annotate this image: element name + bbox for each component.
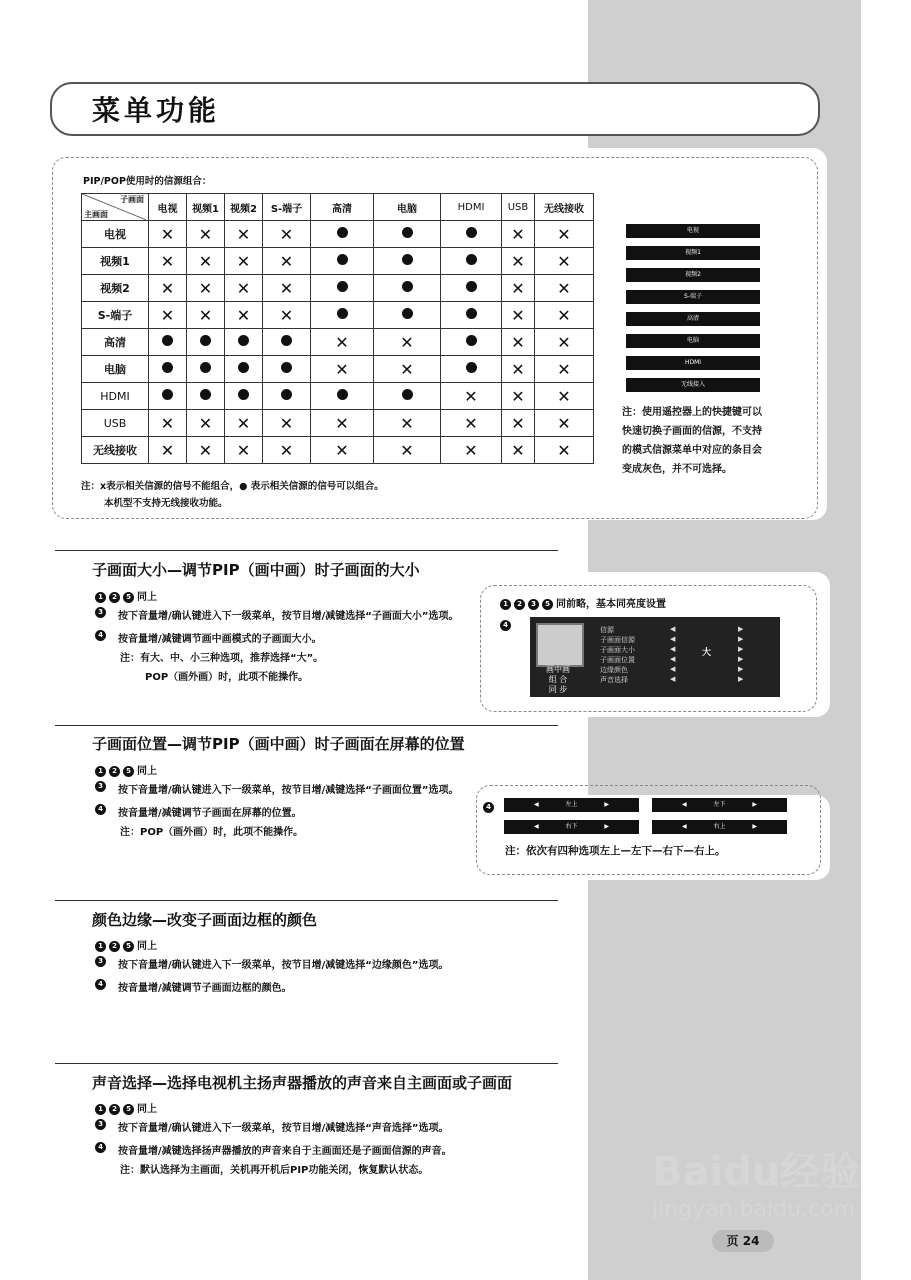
pip-combination-table xyxy=(81,193,594,464)
dot-icon xyxy=(225,356,263,383)
menu-row-label: 信源 xyxy=(600,626,614,634)
cross-icon: ✕ xyxy=(187,437,225,464)
step-1-icon: 1 xyxy=(95,592,106,603)
table-row xyxy=(82,329,594,356)
dot-icon xyxy=(225,329,263,356)
cross-icon: ✕ xyxy=(535,302,594,329)
cross-icon: ✕ xyxy=(502,356,535,383)
source-button[interactable]: 电脑 xyxy=(626,334,760,348)
table-note-2: 本机型不支持无线接收功能。 xyxy=(104,498,228,509)
cross-icon: ✕ xyxy=(535,248,594,275)
cross-icon: ✕ xyxy=(502,248,535,275)
menu-row-label: 子画面大小 xyxy=(600,646,635,654)
dot-icon xyxy=(441,329,502,356)
cross-icon: ✕ xyxy=(225,437,263,464)
dot-icon xyxy=(225,383,263,410)
cross-icon: ✕ xyxy=(149,275,187,302)
dot-icon xyxy=(149,383,187,410)
cross-icon: ✕ xyxy=(535,383,594,410)
arrow-right-icon: ▶ xyxy=(752,823,757,830)
dot-icon xyxy=(441,302,502,329)
arrow-left-icon: ◀ xyxy=(534,823,539,830)
table-caption: PIP/POP使用时的信源组合： xyxy=(83,176,212,187)
source-button[interactable]: 无线接入 xyxy=(626,378,760,392)
dot-icon xyxy=(374,221,441,248)
arrow-right-icon: ▶ xyxy=(604,823,609,830)
table-note-1: 注：x表示相关信源的信号不能组合，● 表示相关信源的信号可以组合。 xyxy=(81,481,384,492)
arrow-right-icon: ▶ xyxy=(738,665,744,673)
dot-icon xyxy=(441,248,502,275)
cross-icon: ✕ xyxy=(535,221,594,248)
cross-icon: ✕ xyxy=(149,248,187,275)
col-header: USB xyxy=(502,194,535,221)
pip-icon xyxy=(536,623,584,667)
col-header: 电脑 xyxy=(374,194,441,221)
step-2-icon: 2 xyxy=(109,592,120,603)
dot-icon xyxy=(149,329,187,356)
dot-icon xyxy=(187,329,225,356)
page-title-box xyxy=(50,82,820,136)
arrow-left-icon: ◀ xyxy=(670,635,676,643)
row-header: HDMI xyxy=(82,383,149,410)
arrow-right-icon: ▶ xyxy=(738,635,744,643)
cross-icon: ✕ xyxy=(225,221,263,248)
source-button[interactable]: 视频1 xyxy=(626,246,760,260)
table-row xyxy=(82,221,594,248)
cross-icon: ✕ xyxy=(263,275,311,302)
row-header: 高清 xyxy=(82,329,149,356)
row-header: USB xyxy=(82,410,149,437)
cross-icon: ✕ xyxy=(149,437,187,464)
cross-icon: ✕ xyxy=(374,356,441,383)
menu-row-label: 子画面位置 xyxy=(600,656,635,664)
dot-icon xyxy=(263,329,311,356)
table-corner: 子画面 主画面 xyxy=(84,195,144,219)
position-option[interactable]: ◀ 左上 ▶ xyxy=(504,798,639,812)
cross-icon: ✕ xyxy=(374,329,441,356)
source-note: 注：使用遥控器上的快捷键可以快速切换子画面的信源，不支持的模式信源菜单中对应的条目会变成灰色，并不可选择。 xyxy=(622,407,762,475)
cross-icon: ✕ xyxy=(535,275,594,302)
arrow-right-icon: ▶ xyxy=(752,801,757,808)
arrow-left-icon: ◀ xyxy=(534,801,539,808)
col-header: 视频2 xyxy=(225,194,263,221)
row-header: 电脑 xyxy=(82,356,149,383)
cross-icon: ✕ xyxy=(187,275,225,302)
arrow-left-icon: ◀ xyxy=(670,655,676,663)
cross-icon: ✕ xyxy=(502,410,535,437)
cross-icon: ✕ xyxy=(225,275,263,302)
arrow-right-icon: ▶ xyxy=(738,625,744,633)
cross-icon: ✕ xyxy=(149,302,187,329)
arrow-left-icon: ◀ xyxy=(670,625,676,633)
section-title: 子画面位置—调节PIP（画中画）时子画面在屏幕的位置 xyxy=(92,735,465,753)
dot-icon xyxy=(187,356,225,383)
cross-icon: ✕ xyxy=(263,437,311,464)
page-title: 菜单功能 xyxy=(92,94,221,127)
row-header: 视频1 xyxy=(82,248,149,275)
dot-icon xyxy=(263,356,311,383)
page-number: 页 24 xyxy=(712,1230,774,1252)
table-row xyxy=(82,248,594,275)
cross-icon: ✕ xyxy=(187,302,225,329)
cross-icon: ✕ xyxy=(441,437,502,464)
source-button[interactable]: HDMI xyxy=(626,356,760,370)
arrow-left-icon: ◀ xyxy=(670,645,676,653)
col-header: HDMI xyxy=(441,194,502,221)
row-header: S-端子 xyxy=(82,302,149,329)
cross-icon: ✕ xyxy=(187,221,225,248)
section-title: 声音选择—选择电视机主扬声器播放的声音来自主画面或子画面 xyxy=(92,1074,513,1092)
arrow-left-icon: ◀ xyxy=(670,665,676,673)
cross-icon: ✕ xyxy=(263,248,311,275)
cross-icon: ✕ xyxy=(225,302,263,329)
section-title: 子画面大小—调节PIP（画中画）时子画面的大小 xyxy=(92,561,420,579)
cross-icon: ✕ xyxy=(535,437,594,464)
arrow-left-icon: ◀ xyxy=(670,675,676,683)
step-5-icon: 5 xyxy=(123,592,134,603)
dot-icon xyxy=(374,383,441,410)
source-button[interactable]: 电视 xyxy=(626,224,760,238)
cross-icon: ✕ xyxy=(149,221,187,248)
cross-icon: ✕ xyxy=(535,410,594,437)
cross-icon: ✕ xyxy=(502,329,535,356)
cross-icon: ✕ xyxy=(263,221,311,248)
menu-row-label: 边缘颜色 xyxy=(600,666,628,674)
cross-icon: ✕ xyxy=(502,437,535,464)
cross-icon: ✕ xyxy=(187,410,225,437)
menu-header: 1 2 3 5 同前略，基本同亮度设置 xyxy=(500,595,666,614)
dot-icon xyxy=(311,248,374,275)
cross-icon: ✕ xyxy=(441,410,502,437)
dot-icon xyxy=(311,275,374,302)
cross-icon: ✕ xyxy=(225,248,263,275)
col-header: 无线接收 xyxy=(535,194,594,221)
cross-icon: ✕ xyxy=(374,437,441,464)
cross-icon: ✕ xyxy=(311,437,374,464)
col-header: 电视 xyxy=(149,194,187,221)
cross-icon: ✕ xyxy=(535,356,594,383)
source-button[interactable]: S-端子 xyxy=(626,290,760,304)
cross-icon: ✕ xyxy=(374,410,441,437)
table-row xyxy=(82,383,594,410)
cross-icon: ✕ xyxy=(311,410,374,437)
arrow-right-icon: ▶ xyxy=(738,645,744,653)
cross-icon: ✕ xyxy=(311,356,374,383)
dot-icon xyxy=(311,383,374,410)
cross-icon: ✕ xyxy=(535,329,594,356)
dot-icon xyxy=(149,356,187,383)
dot-icon xyxy=(374,302,441,329)
cross-icon: ✕ xyxy=(263,410,311,437)
cross-icon: ✕ xyxy=(441,383,502,410)
position-option[interactable]: ◀ 右上 ▶ xyxy=(652,820,787,834)
watermark: Baidu经验 jingyan.baidu.com xyxy=(652,1149,861,1222)
section-steps: 1 2 5 同上 3 按下音量增/确认键进入下一级菜单，按节目增/减键选择“子画面大小”选项。 4 按音量增/减键调节画中画模式的子画面大小。 注：有大、中、小三种选项，推荐选择“大”。 POP（画外画）时，此项不能操作。 xyxy=(95,588,495,687)
cross-icon: ✕ xyxy=(149,410,187,437)
col-header: 高清 xyxy=(311,194,374,221)
dot-icon xyxy=(441,221,502,248)
cross-icon: ✕ xyxy=(187,248,225,275)
row-header: 视频2 xyxy=(82,275,149,302)
cross-icon: ✕ xyxy=(502,275,535,302)
arrow-right-icon: ▶ xyxy=(738,675,744,683)
dot-icon xyxy=(311,302,374,329)
position-option[interactable]: ◀ 右下 ▶ xyxy=(504,820,639,834)
table-row xyxy=(82,356,594,383)
cross-icon: ✕ xyxy=(225,410,263,437)
cross-icon: ✕ xyxy=(502,383,535,410)
dot-icon xyxy=(374,275,441,302)
table-row xyxy=(82,275,594,302)
source-button[interactable]: 高清 xyxy=(626,312,760,326)
cross-icon: ✕ xyxy=(502,302,535,329)
arrow-right-icon: ▶ xyxy=(604,801,609,808)
dot-icon xyxy=(263,383,311,410)
row-header: 无线接收 xyxy=(82,437,149,464)
arrow-left-icon: ◀ xyxy=(682,823,687,830)
source-button[interactable]: 视频2 xyxy=(626,268,760,282)
dot-icon xyxy=(311,221,374,248)
row-header: 电视 xyxy=(82,221,149,248)
cross-icon: ✕ xyxy=(311,329,374,356)
cross-icon: ✕ xyxy=(502,221,535,248)
arrow-left-icon: ◀ xyxy=(682,801,687,808)
table-row xyxy=(82,437,594,464)
cross-icon: ✕ xyxy=(263,302,311,329)
osd-menu-screen: 画中画 组 合 同 步 信源 ◀ ▶ 子画面信源 ◀ ▶ 子画面大小 ◀ ▶ 子画面位置 ◀ ▶ 边缘颜色 ◀ ▶ 声音选择 ◀ ▶ 大 xyxy=(530,617,780,697)
dot-icon xyxy=(374,248,441,275)
col-header: 视频1 xyxy=(187,194,225,221)
section-title: 颜色边缘—改变子画面边框的颜色 xyxy=(92,911,318,929)
dot-icon xyxy=(441,275,502,302)
col-header: S-端子 xyxy=(263,194,311,221)
position-option[interactable]: ◀ 左下 ▶ xyxy=(652,798,787,812)
menu-row-label: 子画面信源 xyxy=(600,636,635,644)
dot-icon xyxy=(441,356,502,383)
dot-icon xyxy=(187,383,225,410)
table-row xyxy=(82,410,594,437)
arrow-right-icon: ▶ xyxy=(738,655,744,663)
menu-row-label: 声音选择 xyxy=(600,676,628,684)
table-row xyxy=(82,302,594,329)
position-note: 注：依次有四种选项左上—左下—右下—右上。 xyxy=(505,845,726,857)
